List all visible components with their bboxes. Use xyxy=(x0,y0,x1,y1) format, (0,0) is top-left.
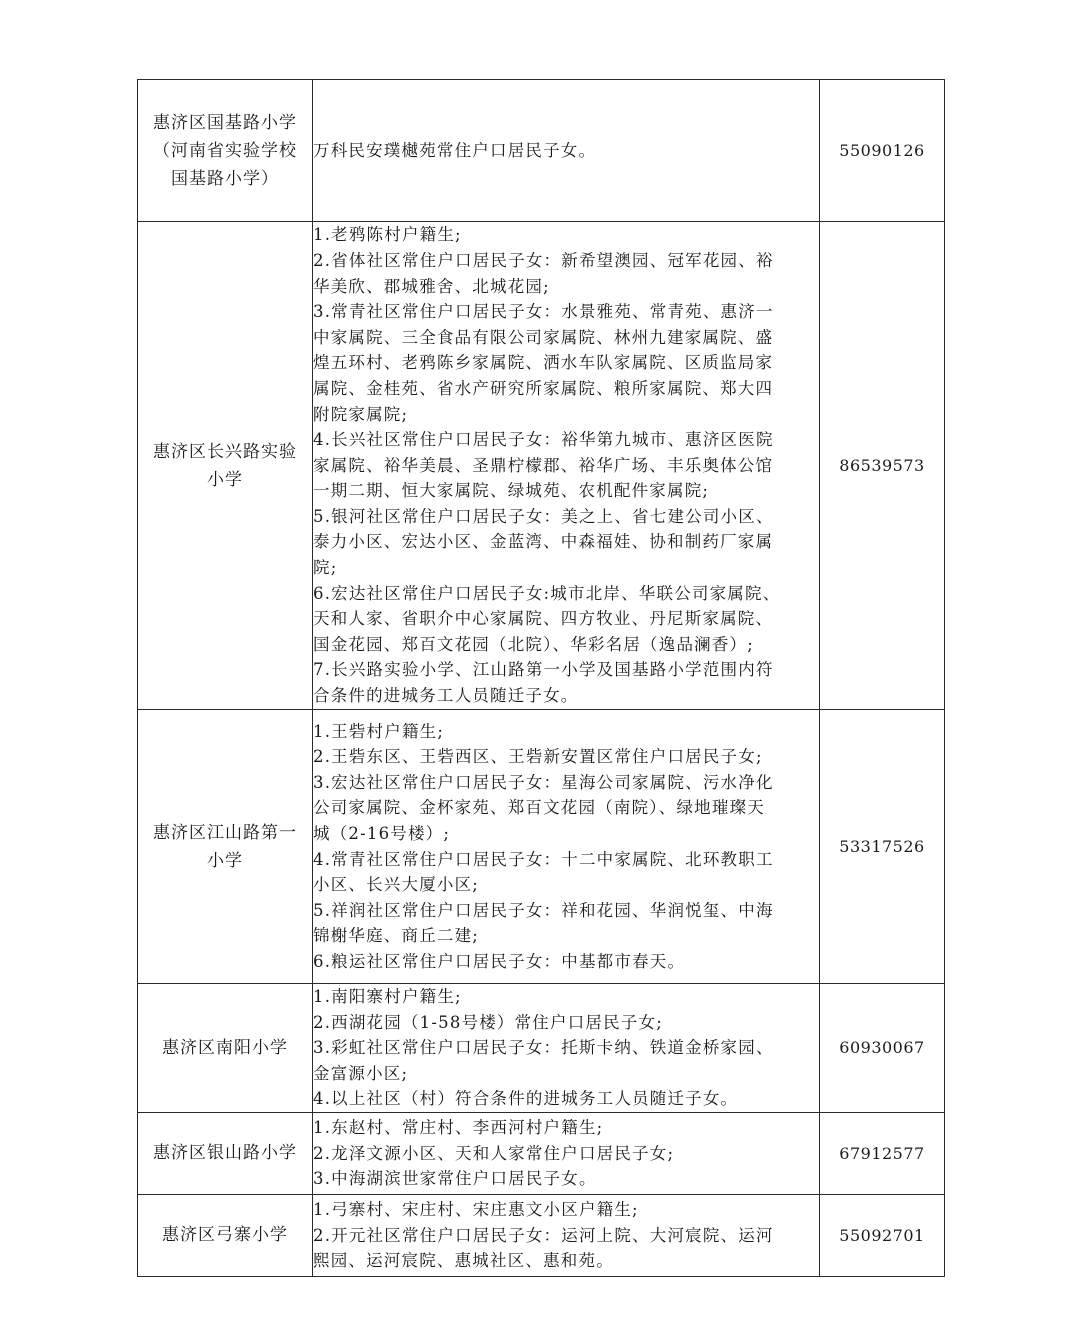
school-name-cell xyxy=(138,710,313,984)
school-name-line: 小学 xyxy=(207,469,243,490)
area-line: 1.老鸦陈村户籍生; xyxy=(313,225,462,245)
school-name-line: （河南省实验学校 xyxy=(153,140,297,161)
table-row xyxy=(138,80,945,222)
school-name-line: 国基路小学） xyxy=(171,168,279,189)
area-line: 金富源小区; xyxy=(313,1063,409,1083)
table-row xyxy=(138,1194,945,1276)
area-line: 华美欣、郡城雅舍、北城花园; xyxy=(313,276,550,296)
area-line: 熙园、运河宸院、惠城社区、惠和苑。 xyxy=(313,1251,614,1271)
school-name-line: 惠济区国基路小学 xyxy=(153,112,297,133)
school-name-line: 惠济区弓寨小学 xyxy=(162,1225,288,1246)
table-body xyxy=(138,80,945,1277)
area-line: 2.龙泽文源小区、天和人家常住户口居民子女; xyxy=(313,1143,675,1163)
school-name-cell xyxy=(138,222,313,710)
enrollment-area-cell xyxy=(313,984,820,1113)
enrollment-area-cell xyxy=(313,710,820,984)
school-name-line: 惠济区银山路小学 xyxy=(153,1143,297,1164)
area-line: 5.银河社区常住户口居民子女：美之上、省七建公司小区、 xyxy=(313,506,774,526)
school-name-cell xyxy=(138,1112,313,1194)
area-line: 2.省体社区常住户口居民子女：新希望澳园、冠军花园、裕 xyxy=(313,250,774,270)
enrollment-area-cell xyxy=(313,1194,820,1276)
phone-cell: 53317526 xyxy=(820,710,945,984)
area-line: 2.开元社区常住户口居民子女：运河上院、大河宸院、运河 xyxy=(313,1225,774,1245)
table-row xyxy=(138,984,945,1113)
phone-cell: 60930067 xyxy=(820,984,945,1113)
school-name-cell xyxy=(138,80,313,222)
school-name-line: 惠济区南阳小学 xyxy=(162,1037,288,1058)
area-line: 1.王砦村户籍生; xyxy=(313,721,445,741)
area-line: 1.南阳寨村户籍生; xyxy=(313,987,462,1006)
table-row xyxy=(138,1112,945,1194)
enrollment-area-cell xyxy=(313,80,820,222)
enrollment-area-cell xyxy=(313,1112,820,1194)
school-name-cell xyxy=(138,1194,313,1276)
area-line: 3.常青社区常住户口居民子女：水景雅苑、常青苑、惠济一 xyxy=(313,302,774,322)
area-line: 泰力小区、宏达小区、金蓝湾、中森福娃、协和制药厂家属 xyxy=(313,532,774,552)
area-line: 4.以上社区（村）符合条件的进城务工人员随迁子女。 xyxy=(313,1089,739,1109)
area-line: 合条件的进城务工人员随迁子女。 xyxy=(313,686,579,706)
area-line: 6.宏达社区常住户口居民子女:城市北岸、华联公司家属院、 xyxy=(313,583,781,603)
area-line: 国金花园、郑百文花园（北院）、华彩名居（逸品澜香）; xyxy=(313,634,755,654)
area-line: 1.东赵村、常庄村、李西河村户籍生; xyxy=(313,1118,604,1138)
area-line: 一期二期、恒大家属院、绿城苑、农机配件家属院; xyxy=(313,481,710,501)
area-line: 3.彩虹社区常住户口居民子女：托斯卡纳、铁道金桥家园、 xyxy=(313,1038,774,1058)
area-line: 5.祥润社区常住户口居民子女：祥和花园、华润悦玺、中海 xyxy=(313,900,774,920)
area-line: 2.西湖花园（1-58号楼）常住户口居民子女; xyxy=(313,1012,663,1032)
area-line: 7.长兴路实验小学、江山路第一小学及国基路小学范围内符 xyxy=(313,660,774,680)
area-line: 家属院、裕华美晨、圣鼎柠檬郡、裕华广场、丰乐奥体公馆 xyxy=(313,455,774,475)
school-name-line: 小学 xyxy=(207,850,243,871)
area-line: 属院、金桂苑、省水产研究所家属院、粮所家属院、郑大四 xyxy=(313,378,774,398)
area-line: 4.长兴社区常住户口居民子女：裕华第九城市、惠济区医院 xyxy=(313,430,774,450)
school-name-cell xyxy=(138,984,313,1113)
table-row xyxy=(138,222,945,710)
area-line: 小区、长兴大厦小区; xyxy=(313,875,480,895)
area-line: 天和人家、省职介中心家属院、四方牧业、丹尼斯家属院、 xyxy=(313,609,774,629)
phone-cell: 86539573 xyxy=(820,222,945,710)
area-line: 锦榭华庭、商丘二建; xyxy=(313,926,480,946)
school-name-line: 惠济区长兴路实验 xyxy=(153,441,297,462)
area-line: 中家属院、三全食品有限公司家属院、林州九建家属院、盛 xyxy=(313,327,774,347)
school-district-table xyxy=(137,79,945,1277)
area-line: 煌五环村、老鸦陈乡家属院、洒水车队家属院、区质监局家 xyxy=(313,353,774,373)
area-line: 万科民安璞樾苑常住户口居民子女。 xyxy=(313,140,597,160)
enrollment-area-cell xyxy=(313,222,820,710)
phone-cell: 67912577 xyxy=(820,1112,945,1194)
area-line: 3.宏达社区常住户口居民子女：星海公司家属院、污水净化 xyxy=(313,772,774,792)
area-line: 2.王砦东区、王砦西区、王砦新安置区常住户口居民子女; xyxy=(313,747,763,767)
phone-cell: 55092701 xyxy=(820,1194,945,1276)
area-line: 1.弓寨村、宋庄村、宋庄惠文小区户籍生; xyxy=(313,1200,639,1220)
school-name-line: 惠济区江山路第一 xyxy=(153,822,297,843)
phone-cell: 55090126 xyxy=(820,80,945,222)
area-line: 6.粮运社区常住户口居民子女：中基都市春天。 xyxy=(313,951,686,971)
table-row xyxy=(138,710,945,984)
area-line: 院; xyxy=(313,558,338,578)
area-line: 公司家属院、金杯家苑、郑百文花园（南院）、绿地璀璨天 xyxy=(313,798,765,818)
area-line: 4.常青社区常住户口居民子女：十二中家属院、北环教职工 xyxy=(313,849,774,869)
area-line: 附院家属院; xyxy=(313,404,409,424)
area-line: 3.中海湖滨世家常住户口居民子女。 xyxy=(313,1169,597,1189)
area-line: 城（2-16号楼）; xyxy=(313,823,451,843)
